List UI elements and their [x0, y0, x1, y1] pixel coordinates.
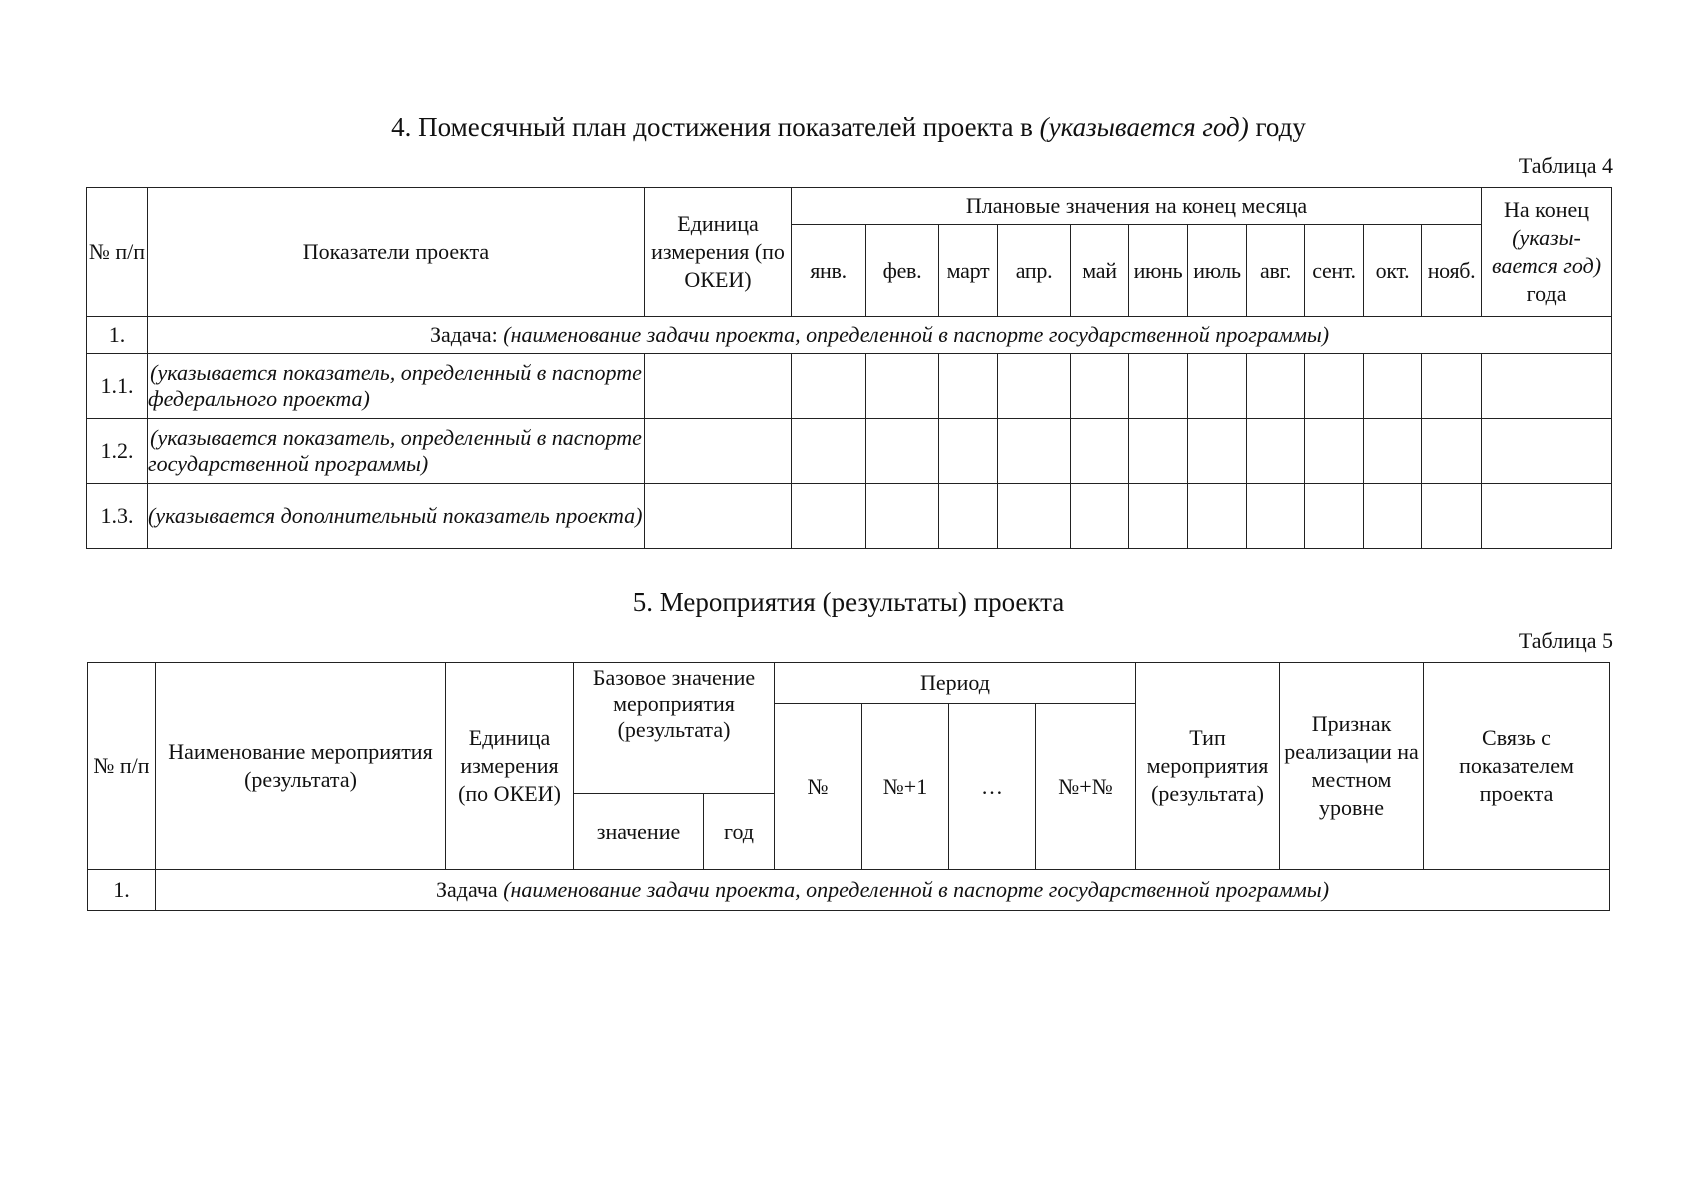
period-col-ellipsis: … [949, 704, 1036, 870]
month-apr: апр. [998, 225, 1071, 317]
month-mar: март [939, 225, 998, 317]
table-4-label: Таблица 4 [1518, 153, 1613, 178]
task-text: Задача (наименование задачи проекта, определенной в паспорте государственной программы) [156, 870, 1610, 911]
cell-month [1129, 354, 1188, 419]
header-base-value: Базовое значение мероприятия (результата) [574, 663, 775, 794]
cell-month [1188, 354, 1247, 419]
month-jul: июль [1188, 225, 1247, 317]
row-num: 1.1. [87, 354, 148, 419]
cell-month [998, 419, 1071, 484]
cell-month [792, 354, 866, 419]
cell-month [1188, 419, 1247, 484]
cell-year-end [1482, 484, 1612, 549]
section-4-title: 4. Помесячный план достижения показателей проекта в (указывается год) году [391, 112, 1306, 142]
cell-month [1071, 484, 1129, 549]
table-row [87, 484, 1612, 549]
header-name: Наименование мероприятия (результата) [156, 663, 446, 870]
month-nov: нояб. [1422, 225, 1482, 317]
cell-month [792, 484, 866, 549]
table-row [87, 354, 1612, 419]
header-base-year: год [704, 794, 775, 870]
header-base-val: значение [574, 794, 704, 870]
cell-month [998, 484, 1071, 549]
cell-month [1422, 354, 1482, 419]
cell-month [1129, 419, 1188, 484]
cell-month [1422, 419, 1482, 484]
header-unit: Единица измерения (по ОКЕИ) [645, 188, 792, 317]
cell-month [1422, 484, 1482, 549]
cell-unit [645, 354, 792, 419]
period-col-n: № [775, 704, 862, 870]
header-year-end: На конец (указы-вается год) года [1482, 188, 1612, 317]
period-col-nn: №+№ [1036, 704, 1136, 870]
cell-month [939, 484, 998, 549]
header-num: № п/п [87, 188, 148, 317]
cell-month [866, 484, 939, 549]
header-local: Признак реализации на местном уровне [1280, 663, 1424, 870]
period-col-n1: №+1 [862, 704, 949, 870]
cell-month [1071, 354, 1129, 419]
cell-month [1305, 419, 1364, 484]
cell-month [1364, 484, 1422, 549]
cell-year-end [1482, 354, 1612, 419]
task-text: Задача: (наименование задачи проекта, определенной в паспорте государственной программы) [148, 317, 1612, 354]
task-num: 1. [88, 870, 156, 911]
cell-month [1305, 484, 1364, 549]
table-5-label: Таблица 5 [1518, 628, 1613, 653]
month-feb: фев. [866, 225, 939, 317]
cell-unit [645, 419, 792, 484]
header-planned-values: Плановые значения на конец месяца [792, 188, 1482, 225]
cell-month [866, 354, 939, 419]
table-4 [86, 187, 1612, 549]
cell-month [939, 419, 998, 484]
cell-month [1188, 484, 1247, 549]
month-jun: июнь [1129, 225, 1188, 317]
month-aug: авг. [1247, 225, 1305, 317]
cell-year-end [1482, 419, 1612, 484]
cell-month [1247, 484, 1305, 549]
cell-month [1247, 419, 1305, 484]
task-row [88, 870, 1610, 911]
month-may: май [1071, 225, 1129, 317]
row-num: 1.3. [87, 484, 148, 549]
table-5 [87, 662, 1610, 911]
cell-month [792, 419, 866, 484]
cell-month [1129, 484, 1188, 549]
table-row [87, 419, 1612, 484]
header-period: Период [775, 663, 1136, 704]
row-num: 1.2. [87, 419, 148, 484]
cell-month [1364, 419, 1422, 484]
task-num: 1. [87, 317, 148, 354]
cell-month [1247, 354, 1305, 419]
header-unit: Единица измерения (по ОКЕИ) [446, 663, 574, 870]
cell-month [1071, 419, 1129, 484]
cell-month [998, 354, 1071, 419]
row-indicator: (указывается дополнительный показатель проекта) [148, 484, 645, 549]
month-sep: сент. [1305, 225, 1364, 317]
cell-month [866, 419, 939, 484]
month-jan: янв. [792, 225, 866, 317]
cell-unit [645, 484, 792, 549]
row-indicator: (указывается показатель, определенный в паспорте государственной программы) [148, 419, 645, 484]
cell-month [1364, 354, 1422, 419]
cell-month [939, 354, 998, 419]
header-num: № п/п [88, 663, 156, 870]
row-indicator: (указывается показатель, определенный в паспорте федерального проекта) [148, 354, 645, 419]
month-oct: окт. [1364, 225, 1422, 317]
cell-month [1305, 354, 1364, 419]
header-type: Тип мероприятия (результата) [1136, 663, 1280, 870]
header-indicators: Показатели проекта [148, 188, 645, 317]
header-link: Связь с показателем проекта [1424, 663, 1610, 870]
section-5-title: 5. Мероприятия (результаты) проекта [632, 587, 1065, 617]
task-row [87, 317, 1612, 354]
